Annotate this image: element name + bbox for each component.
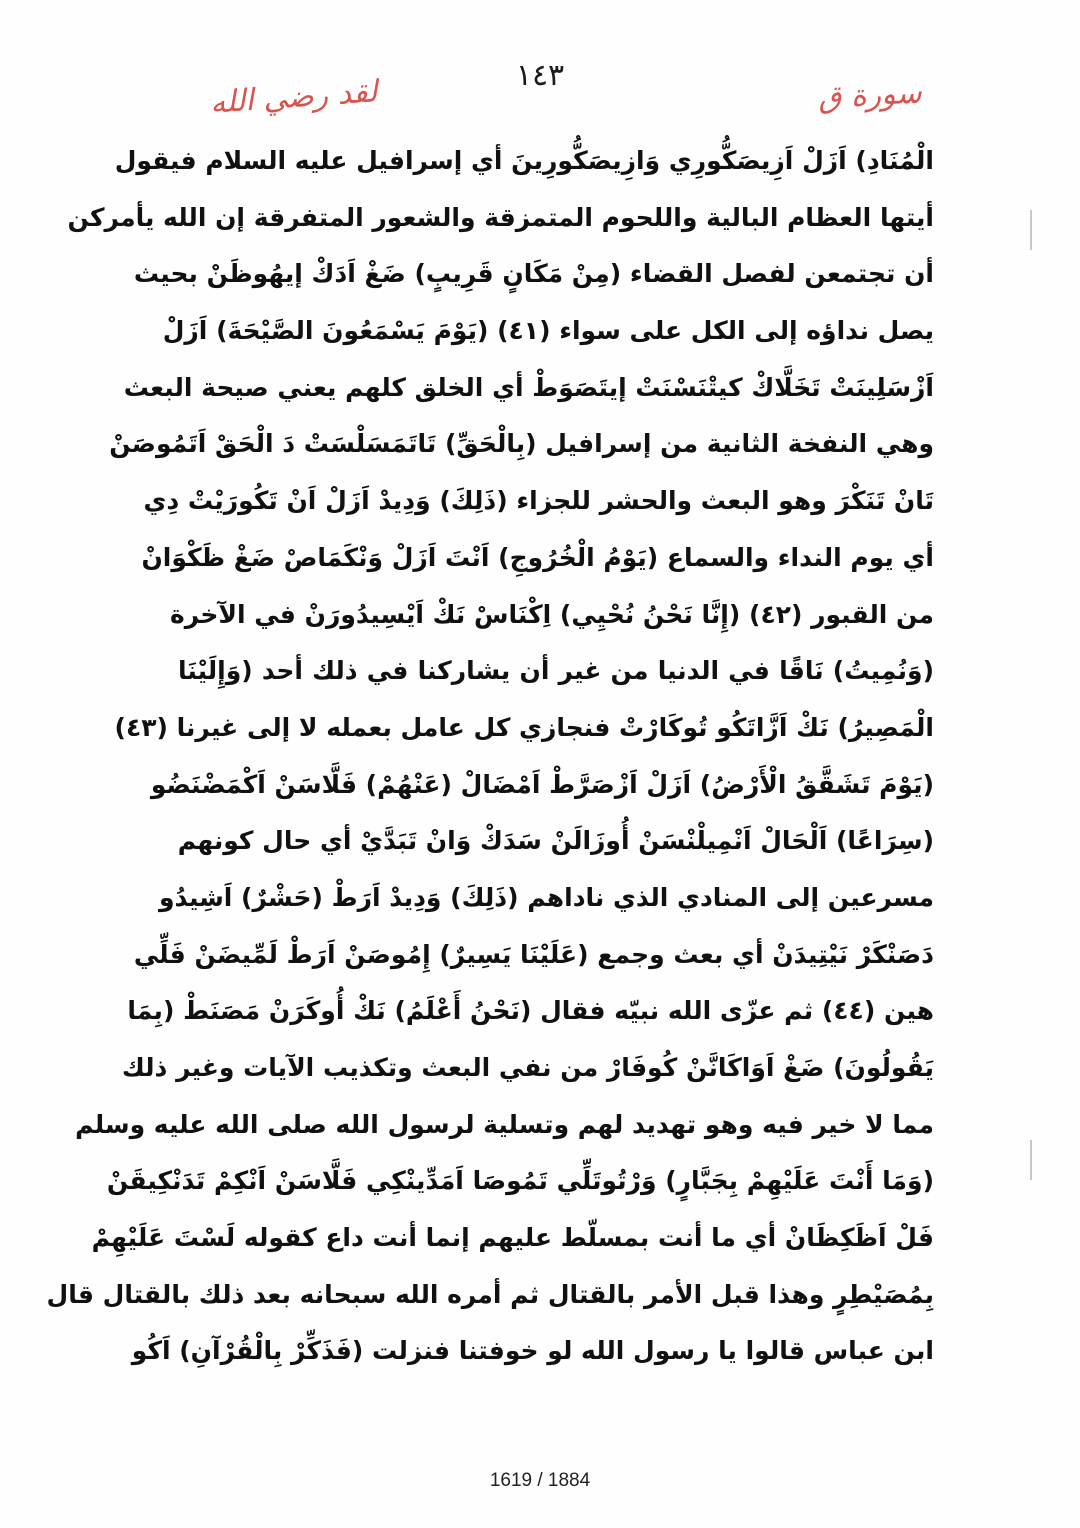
text-line: فَلْ اَظَكِظَانْ أي ما أنت بمسلّط عليهم إنما أنت داع كقوله لَسْتَ عَلَيْهِمْ bbox=[91, 1223, 934, 1253]
text-line: أن تجتمعن لفصل القضاء (مِنْ مَكَانٍ قَرِيبٍ) ضَغْ اَدَكْ إيهُوظَنْ بحيث bbox=[133, 259, 934, 289]
text-line: تَانْ تَنَكْرَ وهو البعث والحشر للجزاء (ذَلِكَ) وَدِيدْ اَزَلْ اَنْ تَكُورَيْتْ دِي bbox=[143, 486, 934, 516]
text-line: أي يوم النداء والسماع (يَوْمُ الْخُرُوجِ) اَنْتَ اَزَلْ وَنْكَمَاصْ ضَغْ ظَكْوَانْ bbox=[141, 542, 934, 572]
text-line: اَزْسَلِينَتْ تَخَلَّاكْ كيتْنَسْنَتْ إيتَصَوَطْ أي الخلق كلهم يعني صيحة البعث bbox=[123, 372, 934, 402]
text-line: ابن عباس قالوا يا رسول الله لو خوفتنا فنزلت (فَذَكِّرْ بِالْقُرْآنِ) اَكُو bbox=[131, 1336, 934, 1366]
text-line: وهي النفخة الثانية من إسرافيل (بِالْحَقِّ) تَاتَمَسَلْسَتْ دَ الْحَقْ اَتَمُوصَنْ bbox=[109, 429, 934, 459]
text-line: أيتها العظام البالية واللحوم المتمزقة والشعور المتفرقة إن الله يأمركن bbox=[67, 202, 934, 232]
text-line: يصل نداؤه إلى الكل على سواء (٤١) (يَوْمَ يَسْمَعُونَ الصَّيْحَةَ) اَزَلْ bbox=[162, 316, 934, 346]
text-line: (وَمَا أَنْتَ عَلَيْهِمْ بِجَبَّارٍ) وَرْتُوتَلِّي تَمُوصَا اَمَدِّينْكِي فَلَّاسَنْ اَنْكِمْ تَدَنْكِيقَنْ bbox=[106, 1166, 934, 1196]
margin-mark bbox=[1030, 210, 1032, 250]
text-line: يَقُولُونَ) ضَغْ اَوَاكَانَّنْ كُوفَارْ من نفي البعث وتكذيب الآيات وغير ذلك bbox=[121, 1053, 934, 1082]
text-line: من القبور (٤٢) (إِنَّا نَحْنُ نُحْيِي) اِكْنَاسْ نَكْ اَيْسِيدُورَنْ في الآخرة bbox=[170, 599, 934, 629]
text-line: بِمُصَيْطِرٍ وهذا قبل الأمر بالقتال ثم أمره الله سبحانه بعد ذلك بالقتال قال bbox=[46, 1279, 934, 1309]
handwritten-note-blessing: لقد رضي الله bbox=[208, 74, 379, 121]
text-line: دَصَنْكَرْ نَيْتِيدَنْ أي بعث وجمع (عَلَيْنَا يَسِيرٌ) إِمُوصَنْ اَرَطْ لَمِّيضَنْ فَلِّي bbox=[133, 939, 934, 969]
text-line: (سِرَاعًا) اَلْحَالْ اَنْمِيلْنْسَنْ أُوزَالَنْ سَدَكْ وَانْ تَبَدَّيْ أي حال كونهم bbox=[177, 826, 934, 856]
handwritten-note-surah: سورة ق bbox=[817, 75, 923, 116]
text-line: مسرعين إلى المنادي الذي ناداهم (ذَلِكَ) وَدِيدْ اَرَطْ (حَشْرٌ) اَشِيدُو bbox=[159, 882, 934, 912]
text-line: هين (٤٤) ثم عزّى الله نبيّه فقال (نَحْنُ أَعْلَمُ) نَكْ أُوكَرَنْ مَصَنَطْ (بِمَا bbox=[127, 996, 934, 1026]
text-line: مما لا خير فيه وهو تهديد لهم وتسلية لرسول الله صلى الله عليه وسلم bbox=[75, 1109, 934, 1139]
text-line: (وَنُمِيتُ) نَاقًا في الدنيا من غير أن يشاركنا في ذلك أحد (وَإِلَيْنَا bbox=[178, 656, 934, 686]
page-counter: 1619 / 1884 bbox=[489, 1470, 591, 1491]
margin-mark bbox=[1030, 1140, 1032, 1180]
text-line: الْمُنَادِ) اَزَلْ اَزِيصَكُّورِي وَازِيصَكُّورِينَ أي إسرافيل عليه السلام فيقول bbox=[114, 146, 934, 175]
text-body bbox=[46, 133, 934, 1380]
text-line: (يَوْمَ تَشَقَّقُ الْأَرْضُ) اَزَلْ اَزْصَرَّطْ اَمْضَالْ (عَنْهُمْ) فَلَّاسَنْ اَكْمَضْنَضُو bbox=[150, 769, 934, 799]
text-line: الْمَصِيرُ) نَكْ اَزَّاتَكُو تُوكَارْتْ فنجازي كل عامل بعمله لا إلى غيرنا (٤٣) bbox=[114, 712, 934, 742]
page-number: ١٤٣ bbox=[515, 58, 565, 93]
